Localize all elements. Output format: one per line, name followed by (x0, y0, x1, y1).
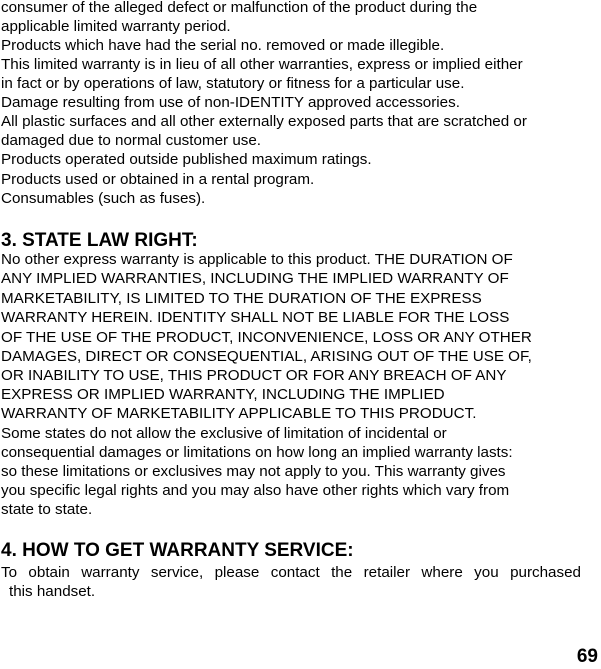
exclusion-line: applicable limited warranty period. (1, 18, 231, 35)
section3-line: WARRANTY OF MARKETABILITY APPLICABLE TO THIS PRODUCT. (1, 405, 477, 422)
exclusion-line: Products operated outside published maximum ratings. (1, 151, 372, 168)
exclusion-line: Products which have had the serial no. removed or made illegible. (1, 37, 445, 54)
section3-line: ANY IMPLIED WARRANTIES, INCLUDING THE IMPLIED WARRANTY OF (1, 270, 509, 287)
section3-line: you specific legal rights and you may also have other rights which vary from (1, 482, 510, 499)
section3-line: WARRANTY HEREIN. IDENTITY SHALL NOT BE LIABLE FOR THE LOSS (1, 309, 510, 326)
section3-line: MARKETABILITY, IS LIMITED TO THE DURATION OF THE EXPRESS (1, 290, 482, 307)
section3-line: EXPRESS OR IMPLIED WARRANTY, INCLUDING THE IMPLIED (1, 386, 445, 403)
exclusion-line: consumer of the alleged defect or malfunction of the product during the (1, 0, 478, 16)
section-heading-warranty-service: 4. HOW TO GET WARRANTY SERVICE: (1, 540, 354, 561)
section3-line: OF THE USE OF THE PRODUCT, INCONVENIENCE, LOSS OR ANY OTHER (1, 329, 532, 346)
section3-line: DAMAGES, DIRECT OR CONSEQUENTIAL, ARISING OUT OF THE USE OF, (1, 348, 532, 365)
section4-line: To obtain warranty service, please contact the retailer where you purchased (1, 564, 581, 581)
section3-line: No other express warranty is applicable to this product. THE DURATION OF (1, 251, 513, 268)
section3-line: OR INABILITY TO USE, THIS PRODUCT OR FOR ANY BREACH OF ANY (1, 367, 507, 384)
section3-line: state to state. (1, 501, 93, 518)
section-heading-state-law: 3. STATE LAW RIGHT: (1, 230, 198, 251)
section3-line: consequential damages or limitations on how long an implied warranty lasts: (1, 444, 513, 461)
section3-line: Some states do not allow the exclusive of limitation of incidental or (1, 425, 447, 442)
exclusion-line: All plastic surfaces and all other externally exposed parts that are scratched or (1, 113, 527, 130)
exclusion-line: Consumables (such as fuses). (1, 190, 206, 207)
exclusion-line: in fact or by operations of law, statutory or fitness for a particular use. (1, 75, 465, 92)
section3-line: so these limitations or exclusives may not apply to you. This warranty gives (1, 463, 506, 480)
section4-line: this handset. (9, 583, 96, 600)
exclusion-line: damaged due to normal customer use. (1, 132, 262, 149)
exclusion-line: Products used or obtained in a rental program. (1, 171, 315, 188)
exclusion-line: Damage resulting from use of non-IDENTITY approved accessories. (1, 94, 460, 111)
page-number: 69 (576, 646, 598, 667)
exclusion-line: This limited warranty is in lieu of all other warranties, express or implied either (1, 56, 523, 73)
